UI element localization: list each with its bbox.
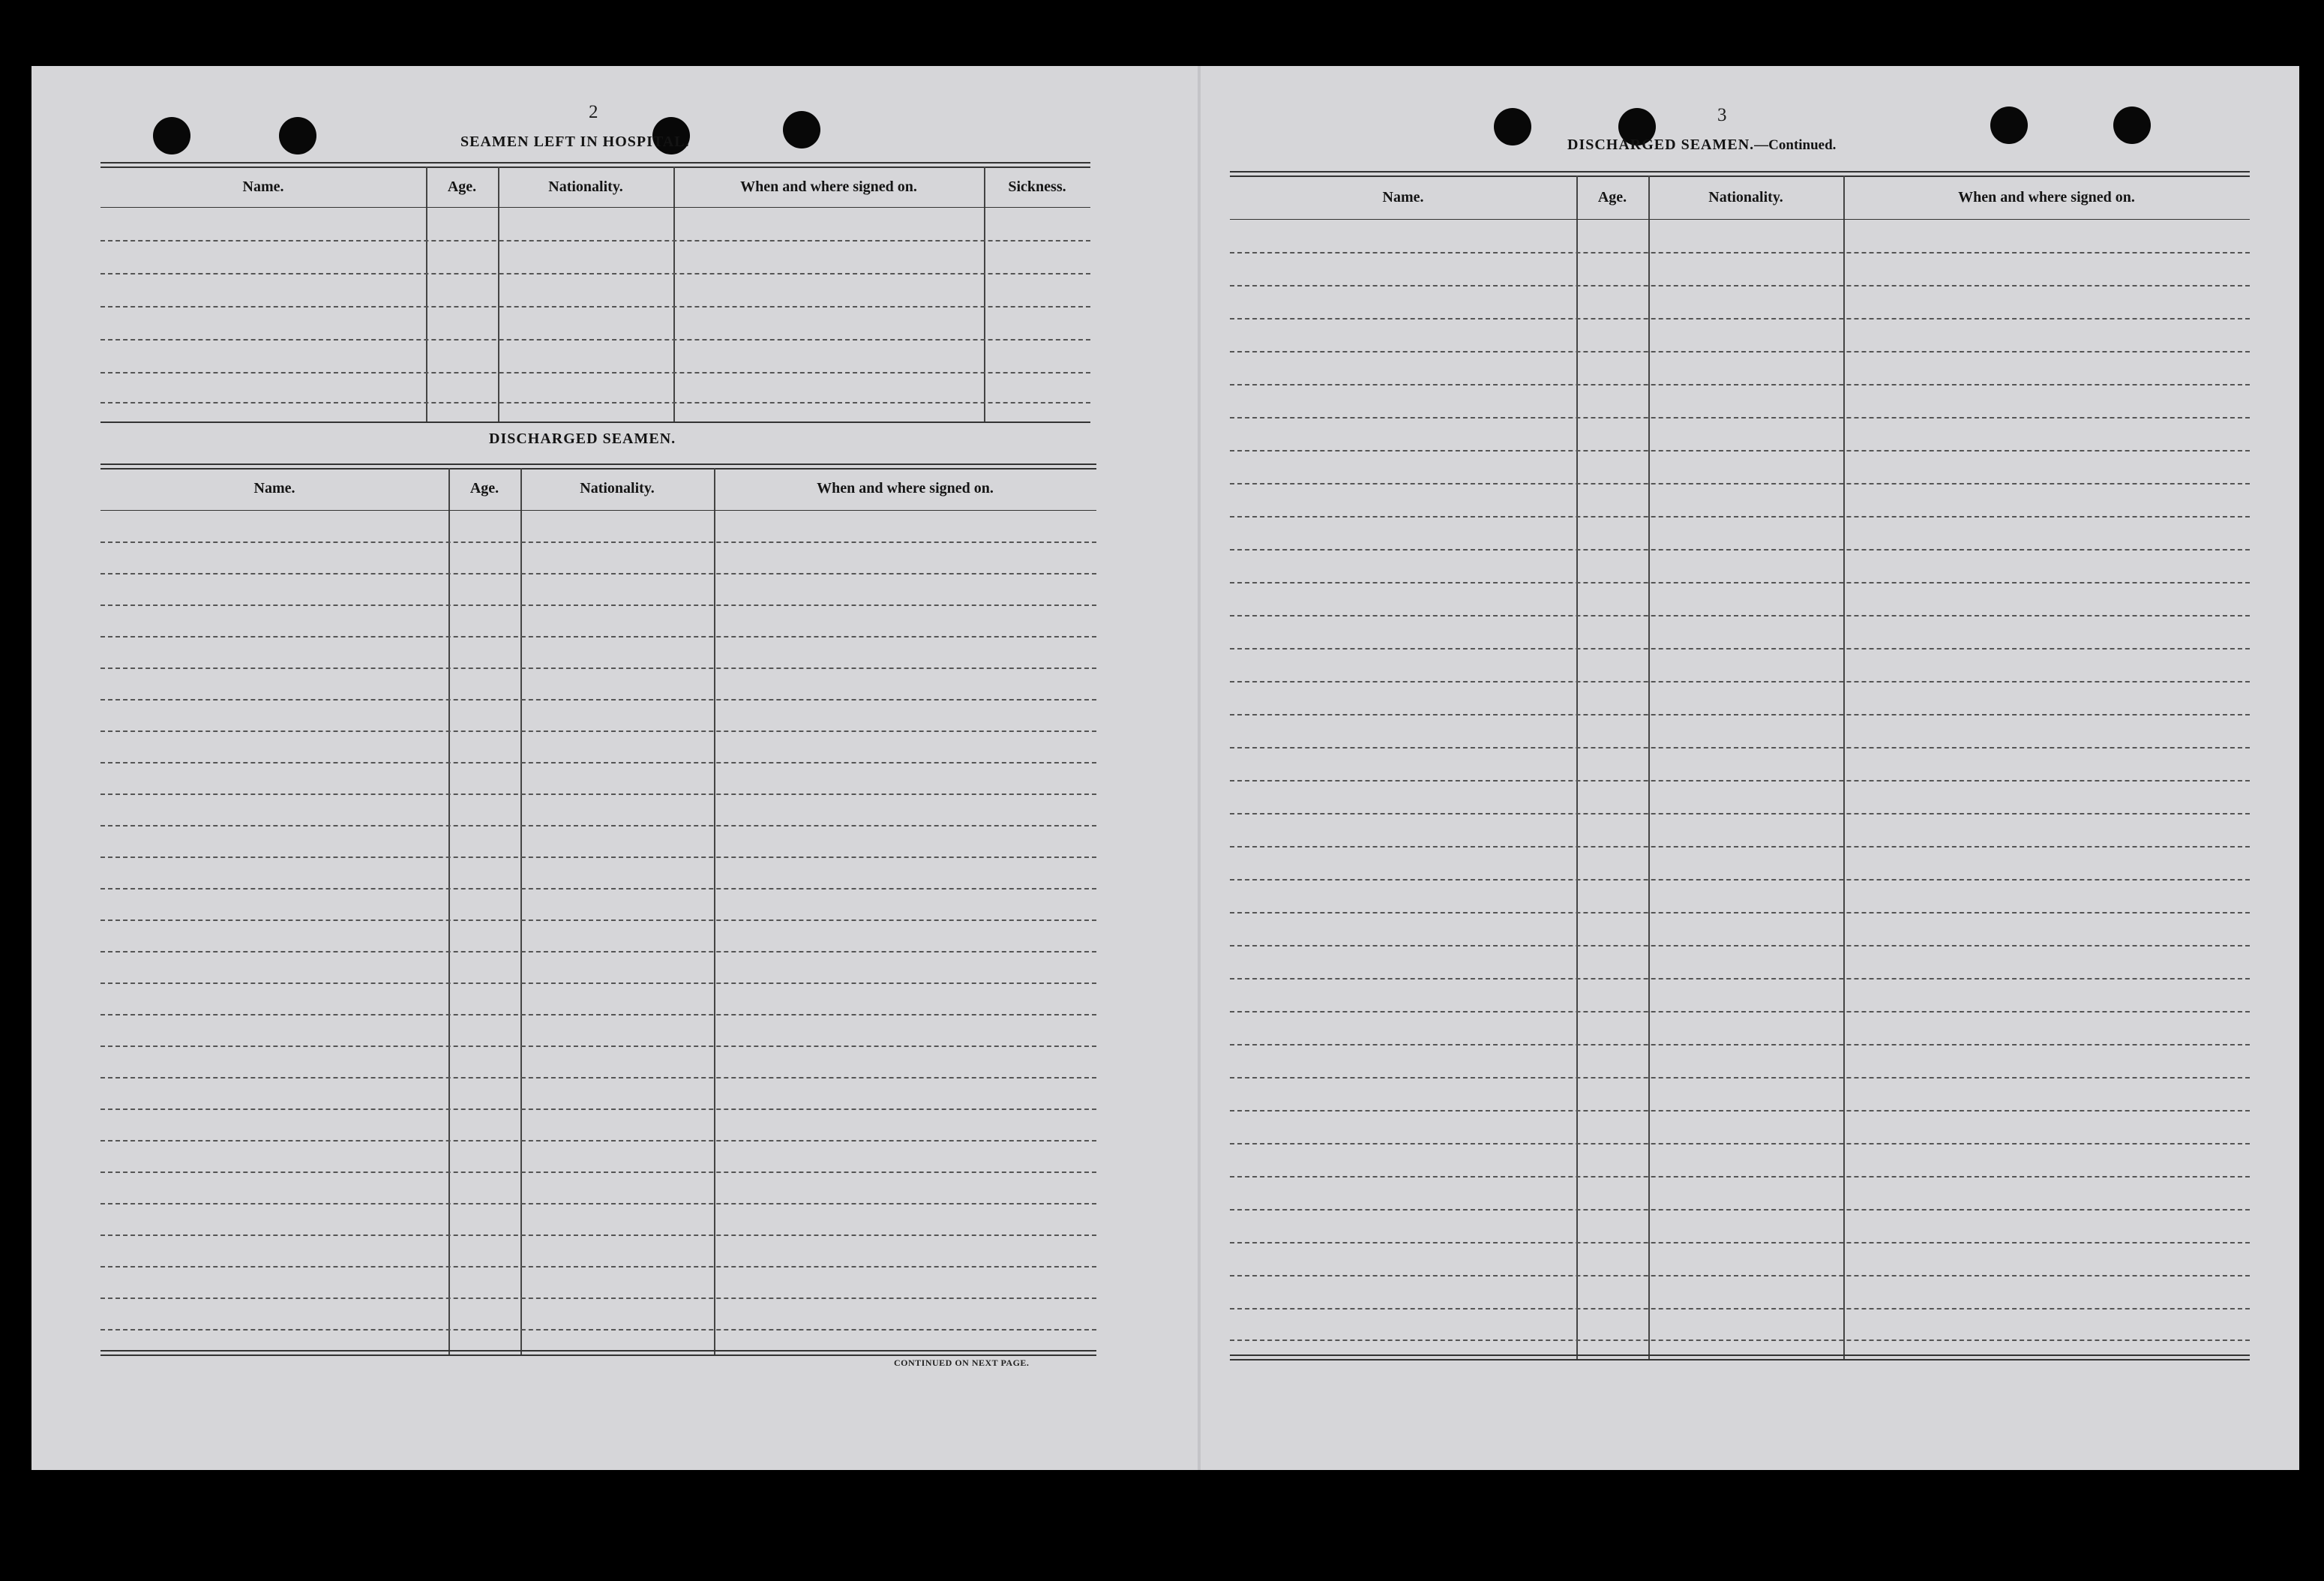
col-header-nationality: Nationality.	[548, 178, 623, 195]
entry-line	[100, 856, 1096, 858]
col-header-name: Name.	[1382, 189, 1424, 206]
column-divider	[714, 468, 715, 1356]
entry-line	[100, 920, 1096, 921]
entry-line	[1230, 615, 2250, 616]
entry-line	[100, 339, 1090, 340]
discharged-section-title: DISCHARGED SEAMEN.	[489, 430, 676, 447]
entry-line	[1230, 549, 2250, 550]
entry-line	[1230, 978, 2250, 980]
table-bottom-rule	[1230, 1359, 2250, 1360]
entry-line	[100, 1140, 1096, 1142]
entry-line	[1230, 483, 2250, 484]
discharged-continued-title	[1567, 136, 1836, 154]
entry-line	[100, 794, 1096, 795]
entry-line	[1230, 1011, 2250, 1012]
entry-line	[1230, 846, 2250, 848]
col-header-nationality: Nationality.	[580, 480, 655, 496]
punch-hole	[2113, 106, 2151, 144]
entry-line	[100, 1298, 1096, 1299]
entry-line	[1230, 285, 2250, 286]
entry-line	[1230, 780, 2250, 782]
entry-line	[1230, 318, 2250, 320]
column-divider	[448, 468, 450, 1356]
col-header-age: Age.	[1597, 189, 1627, 206]
entry-line	[100, 542, 1096, 543]
header-rule	[100, 468, 1096, 470]
entry-line	[1230, 516, 2250, 518]
header-bottom-rule	[100, 207, 1090, 208]
header-bottom-rule	[100, 510, 1096, 511]
entry-line	[100, 1077, 1096, 1078]
column-divider	[1576, 176, 1578, 1360]
entry-line	[100, 1014, 1096, 1016]
entry-line	[100, 951, 1096, 952]
entry-line	[1230, 417, 2250, 418]
form-sheet	[31, 66, 2299, 1470]
entry-line	[100, 762, 1096, 764]
entry-line	[1230, 252, 2250, 254]
col-header-sickness: Sickness.	[1008, 178, 1066, 195]
table-bottom-rule	[100, 1354, 1096, 1356]
entry-line	[1230, 384, 2250, 386]
table-bottom-rule	[100, 1350, 1096, 1352]
col-header-age: Age.	[469, 480, 499, 496]
table-bottom-rule	[1230, 1354, 2250, 1356]
entry-line	[100, 636, 1096, 638]
entry-line	[1230, 351, 2250, 352]
punch-hole	[153, 117, 190, 154]
entry-line	[1230, 1176, 2250, 1178]
discharged-table-left	[100, 464, 1096, 1364]
entry-line	[1230, 1077, 2250, 1078]
entry-line	[1230, 1209, 2250, 1210]
entry-line	[1230, 1143, 2250, 1144]
col-header-nationality: Nationality.	[1708, 189, 1783, 206]
column-divider	[673, 166, 675, 422]
col-header-signed-on: When and where signed on.	[1958, 189, 2135, 206]
entry-line	[100, 1234, 1096, 1236]
column-divider	[1648, 176, 1650, 1360]
entry-line	[100, 730, 1096, 732]
column-divider	[1843, 176, 1845, 1360]
entry-line	[1230, 450, 2250, 452]
entry-line	[100, 240, 1090, 242]
entry-line	[100, 306, 1090, 308]
entry-line	[100, 1108, 1096, 1110]
entry-line	[1230, 648, 2250, 650]
column-divider	[520, 468, 522, 1356]
page-fold	[1198, 66, 1201, 1470]
entry-line	[1230, 1110, 2250, 1112]
header-rule	[100, 162, 1090, 164]
entry-line	[1230, 912, 2250, 914]
entry-line	[100, 888, 1096, 890]
punch-hole	[1990, 106, 2028, 144]
page-number-right: 3	[1717, 105, 1727, 125]
entry-line	[1230, 1242, 2250, 1244]
section-title-suffix: —Continued.	[1754, 137, 1837, 153]
entry-line	[1230, 945, 2250, 946]
entry-line	[100, 1329, 1096, 1330]
entry-line	[100, 273, 1090, 274]
entry-line	[100, 668, 1096, 669]
entry-line	[1230, 681, 2250, 682]
entry-line	[100, 982, 1096, 984]
entry-line	[1230, 879, 2250, 880]
col-header-signed-on: When and where signed on.	[817, 480, 994, 496]
col-header-age: Age.	[447, 178, 477, 195]
entry-line	[1230, 813, 2250, 814]
entry-line	[100, 1046, 1096, 1047]
column-divider	[498, 166, 499, 422]
section-title-text: DISCHARGED SEAMEN.	[1567, 136, 1755, 153]
entry-line	[100, 1203, 1096, 1204]
entry-line	[100, 1266, 1096, 1268]
hospital-section-title: SEAMEN LEFT IN HOSPITAL.	[460, 134, 690, 150]
header-rule	[1230, 171, 2250, 172]
entry-line	[1230, 582, 2250, 584]
col-header-signed-on: When and where signed on.	[740, 178, 917, 195]
column-divider	[984, 166, 985, 422]
discharged-table-right	[1230, 171, 2250, 1371]
entry-line	[100, 372, 1090, 374]
entry-line	[1230, 1340, 2250, 1341]
page-number-left: 2	[589, 102, 598, 122]
entry-line	[1230, 747, 2250, 748]
punch-hole	[1494, 108, 1531, 146]
header-bottom-rule	[1230, 219, 2250, 220]
continued-note: CONTINUED ON NEXT PAGE.	[894, 1358, 1030, 1368]
entry-line	[1230, 1308, 2250, 1310]
column-divider	[426, 166, 427, 422]
entry-line	[100, 1172, 1096, 1173]
entry-line	[100, 699, 1096, 700]
table-bottom-rule	[100, 422, 1090, 423]
entry-line	[1230, 714, 2250, 716]
entry-line	[1230, 1044, 2250, 1046]
entry-line	[1230, 1275, 2250, 1276]
header-rule	[100, 464, 1096, 465]
header-rule	[1230, 176, 2250, 177]
entry-line	[100, 604, 1096, 606]
entry-line	[100, 402, 1090, 404]
entry-line	[100, 825, 1096, 826]
col-header-name: Name.	[242, 178, 284, 195]
punch-hole	[279, 117, 316, 154]
entry-line	[100, 573, 1096, 574]
punch-hole	[783, 111, 820, 148]
col-header-name: Name.	[253, 480, 295, 496]
header-rule	[100, 166, 1090, 168]
